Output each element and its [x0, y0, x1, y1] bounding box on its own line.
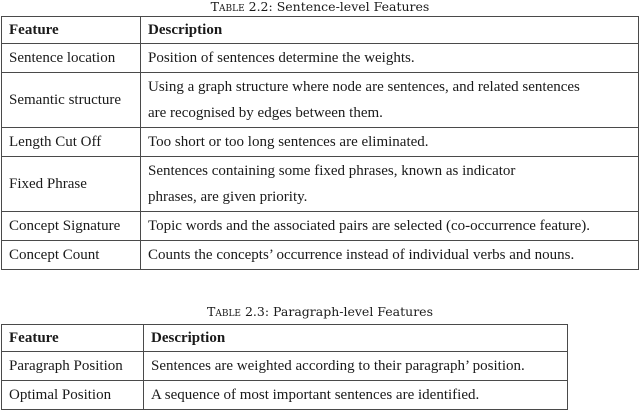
table-row	[2, 352, 568, 381]
description-line: are recognised by edges between them.	[148, 105, 383, 121]
table-header-row	[2, 325, 568, 352]
description-cell: A sequence of most important sentences are identified.	[144, 381, 568, 410]
table-2-2-caption	[0, 0, 640, 14]
table-row	[2, 241, 639, 270]
caption-label: Table 2.2:	[210, 0, 273, 14]
table-row	[2, 73, 639, 128]
table-row	[2, 381, 568, 410]
description-cell: Too short or too long sentences are eliminated.	[141, 128, 639, 157]
table-row	[2, 128, 639, 157]
description-cell	[141, 73, 639, 128]
column-header-feature: Feature	[2, 17, 141, 44]
description-line: Sentences containing some fixed phrases, known as indicator	[148, 163, 516, 179]
column-header-description: Description	[141, 17, 639, 44]
feature-cell: Length Cut Off	[2, 128, 141, 157]
feature-cell: Sentence location	[2, 44, 141, 73]
paragraph-level-features-table	[1, 324, 568, 410]
description-line: Using a graph structure where node are sentences, and related sentences	[148, 79, 580, 95]
description-cell: Counts the concepts’ occurrence instead of individual verbs and nouns.	[141, 241, 639, 270]
table-row	[2, 44, 639, 73]
description-cell: Position of sentences determine the weights.	[141, 44, 639, 73]
caption-text: Paragraph-level Features	[269, 304, 433, 319]
feature-cell: Semantic structure	[2, 73, 141, 128]
table-row	[2, 212, 639, 241]
sentence-level-features-table	[1, 16, 639, 270]
description-cell: Sentences are weighted according to their paragraph’ position.	[144, 352, 568, 381]
table-2-3-caption	[0, 305, 640, 319]
caption-label: Table 2.3:	[207, 304, 270, 319]
caption-text: Sentence-level Features	[272, 0, 430, 14]
description-line: phrases, are given priority.	[148, 189, 308, 205]
table-header-row	[2, 17, 639, 44]
feature-cell: Paragraph Position	[2, 352, 144, 381]
feature-cell: Concept Count	[2, 241, 141, 270]
column-header-feature: Feature	[2, 325, 144, 352]
table-row	[2, 157, 639, 212]
feature-cell: Fixed Phrase	[2, 157, 141, 212]
description-cell	[141, 157, 639, 212]
description-cell: Topic words and the associated pairs are selected (co-occurrence feature).	[141, 212, 639, 241]
feature-cell: Concept Signature	[2, 212, 141, 241]
column-header-description: Description	[144, 325, 568, 352]
feature-cell: Optimal Position	[2, 381, 144, 410]
